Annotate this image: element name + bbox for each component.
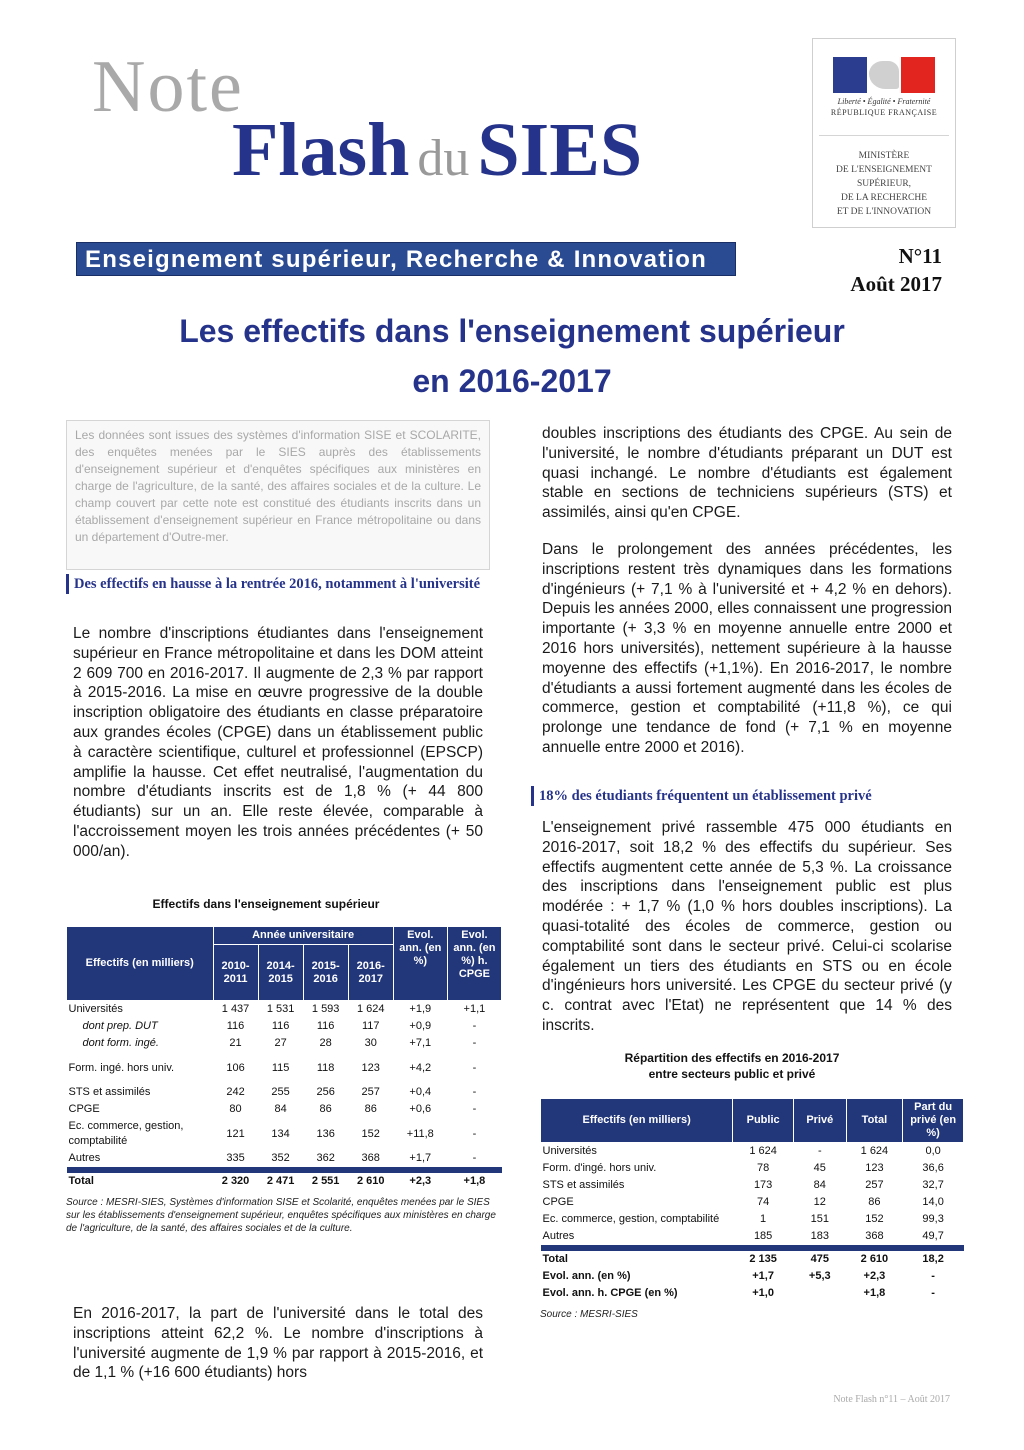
table2-header: Total — [846, 1099, 903, 1143]
table2-source: Source : MESRI-SIES — [540, 1309, 638, 1320]
page-footer: Note Flash n°11 – Août 2017 — [833, 1394, 950, 1405]
table1-header-effectifs: Effectifs (en milliers) — [67, 927, 214, 1001]
table1-header-year: 2016-2017 — [348, 945, 393, 1001]
paragraph-5: L'enseignement privé rassemble 475 000 étudiants en 2016-2017, soit 18,2 % des effectifs du supérieur. Ses effectifs augmentent cette année de 5,3 %. La croissance des inscriptions dans l'enseignement public est plus modérée : + 1,7 % (1,0 % hors doubles inscriptions). La quasi-totalité des écoles de commerce, gestion ou comptabilité sont dans le secteur privé. Celui-ci scolarise également un tiers des étudiants en STS ou en école d'ingénieurs hors université. Les CPGE du secteur privé (y c. contrat avec l'Etat) ne représentent que 14 % des inscrits. — [542, 819, 952, 1034]
issue-number: N°11 — [898, 244, 942, 268]
paragraph-4: En 2016-2017, la part de l'université dans le total des inscriptions atteint 62,2 %. Le nombre d'inscriptions à l'université augmente de 1,9 % par rapport à 2015-2016, et de 1,1 % (+16 600 étudiants) hors — [73, 1305, 483, 1382]
table-row: STS et assimilés 173 84 257 32,7 — [542, 1179, 944, 1191]
page-title: Les effectifs dans l'enseignement supérieur en 2016-2017 — [179, 313, 845, 399]
banner: Enseignement supérieur, Recherche & Innovation — [76, 242, 736, 276]
table-row: dont prep. DUT 116 116 116 117 +0,9 - — [82, 1020, 477, 1032]
table-row: Universités 1 437 1 531 1 593 1 624 +1,9 +1,1 — [68, 1003, 486, 1015]
table-row: Form. d'ingé. hors univ. 78 45 123 36,6 — [542, 1162, 944, 1174]
paragraph-1: Le nombre d'inscriptions étudiantes dans l'enseignement supérieur en France métropolitaine et dans les DOM atteint 2 609 700 en 2016-2017. Il augmente de 2,3 % par rapport à 2015-2016. La mise en œuvre progressive de la double inscription obligatoire des étudiants en classe préparatoire aux grandes écoles (CPGE) dans un établissement public à caractère scientifique, culturel et professionnel (EPSCP) amplifie la hausse. Cet effet neutralisé, l'augmentation du nombre d'étudiants inscrits est de 1,8 % (+ 44 800 étudiants) sur un an. Elle reste élevée, comparable à l'accroissement moyen les trois années précédentes (+ 50 000/an). — [73, 625, 483, 860]
table1-header-year: 2014-2015 — [258, 945, 303, 1001]
paragraph-2: doubles inscriptions des étudiants des CPGE. Au sein de l'université, le nombre d'étudiants préparant un DUT est quasi inchangé. Le nombre d'étudiants est également stable en sections de techniciens supérieurs (STS) et assimilés, ainsi qu'en CPGE. — [542, 425, 952, 522]
table2-caption: Répartition des effectifs en 2016-2017 entre secteurs public et privé — [624, 1051, 840, 1081]
table-effectifs — [66, 926, 502, 1235]
table1-header-annee: Année universitaire — [213, 927, 393, 945]
ministry-logo — [812, 38, 956, 228]
table-row: Ec. commerce, gestion, comptabilité 121 134 136 152 +11,8 - — [68, 1120, 477, 1147]
ministry-name: MINISTÈRE DE L'ENSEIGNEMENT SUPÉRIEUR, DE LA RECHERCHE ET DE L'INNOVATION — [836, 151, 932, 217]
table-public-prive — [540, 1098, 964, 1321]
masthead-flash-word: Flash — [232, 108, 410, 192]
table-row: Autres 335 352 362 368 +1,7 - — [68, 1152, 477, 1164]
table-row: dont form. ingé. 21 27 28 30 +7,1 - — [82, 1037, 477, 1049]
table-row: Universités 1 624 - 1 624 0,0 — [542, 1145, 941, 1157]
table2-header: Effectifs (en milliers) — [541, 1099, 733, 1143]
republic-name: RÉPUBLIQUE FRANÇAISE — [830, 108, 938, 117]
masthead-sies: SIES — [477, 108, 643, 192]
table-total-row: Total 2 135 475 2 610 18,2 — [541, 1248, 964, 1268]
table1-header-evol-h: Evol. ann. (en %) h. CPGE — [447, 927, 501, 1001]
republic-motto: Liberté • Égalité • Fraternité — [837, 97, 931, 106]
table-row: Evol. ann. (en %) +1,7 +5,3 +2,3 - — [542, 1270, 935, 1282]
table-row: STS et assimilés 242 255 256 257 +0,4 - — [68, 1086, 477, 1098]
table2-header: Public — [733, 1099, 794, 1143]
marianne-flag-icon — [833, 57, 935, 93]
table2-header: Part du privé (en %) — [903, 1099, 964, 1143]
masthead-du: du — [417, 130, 470, 187]
table-row: CPGE 74 12 86 14,0 — [542, 1196, 944, 1208]
table1-source: Source : MESRI-SIES, Systèmes d'information SISE et Scolarité, enquêtes menées par le SIES sur les établissements d'enseignement supérieur, enquêtes spécifiques aux ministères en charge de l'agriculture, de la santé, des affaires sociales et de la culture. — [66, 1197, 496, 1234]
table-total-row: Total 2 320 2 471 2 551 2 610 +2,3 +1,8 — [67, 1170, 502, 1190]
section-heading-2: 18% des étudiants fréquentent un établissement privé — [531, 786, 951, 806]
issue-date: Août 2017 — [850, 272, 942, 296]
table-row: Evol. ann. h. CPGE (en %) +1,0 +1,8 - — [542, 1287, 935, 1299]
masthead-note: Note — [92, 46, 244, 128]
paragraph-3: Dans le prolongement des années précédentes, les inscriptions restent très dynamiques dans les formations d'ingénieurs (+ 7,1 % à l'université et + 4,2 % en dehors). Depuis les années 2000, elles connaissent une progression importante (+ 3,3 % en moyenne annuelle entre 2000 et 2016 hors universités), nettement supérieure à la hausse moyenne des effectifs (+1,1%). En 2016-2017, le nombre d'étudiants a aussi fortement augmenté dans les écoles de commerce, gestion et comptabilité (+11,8 %), ce qui prolonge une tendance de fond (+ 7,1 % en moyenne annuelle entre 2000 et 2016). — [542, 541, 952, 756]
table-row: Form. ingé. hors univ. 106 115 118 123 +4,2 - — [68, 1061, 477, 1074]
table1-header-year: 2010-2011 — [213, 945, 258, 1001]
table-row: Autres 185 183 368 49,7 — [542, 1230, 944, 1242]
table1-caption: Effectifs dans l'enseignement supérieur — [152, 897, 380, 911]
table1-header-evol: Evol. ann. (en %) — [393, 927, 447, 1001]
table-row: Ec. commerce, gestion, comptabilité 1 151 152 99,3 — [542, 1213, 944, 1225]
masthead-flash — [232, 108, 643, 192]
table1-header-year: 2015-2016 — [303, 945, 348, 1001]
table-row: CPGE 80 84 86 86 +0,6 - — [68, 1103, 477, 1115]
section-heading-1: Des effectifs en hausse à la rentrée 2016, notamment à l'université — [66, 574, 486, 594]
table2-header: Privé — [793, 1099, 846, 1143]
intro-box: Les données sont issues des systèmes d'information SISE et SCOLARITE, des enquêtes menées par le SIES auprès des établissements d'enseignement supérieur et d'enquêtes spécifiques aux ministères en charge de l'agriculture, de la santé, des affaires sociales et de la culture. Le champ couvert par cette note est constitué des étudiants inscrits dans un établissement d'enseignement supérieur en France métropolitaine ou dans un département d'Outre-mer. — [66, 420, 490, 570]
